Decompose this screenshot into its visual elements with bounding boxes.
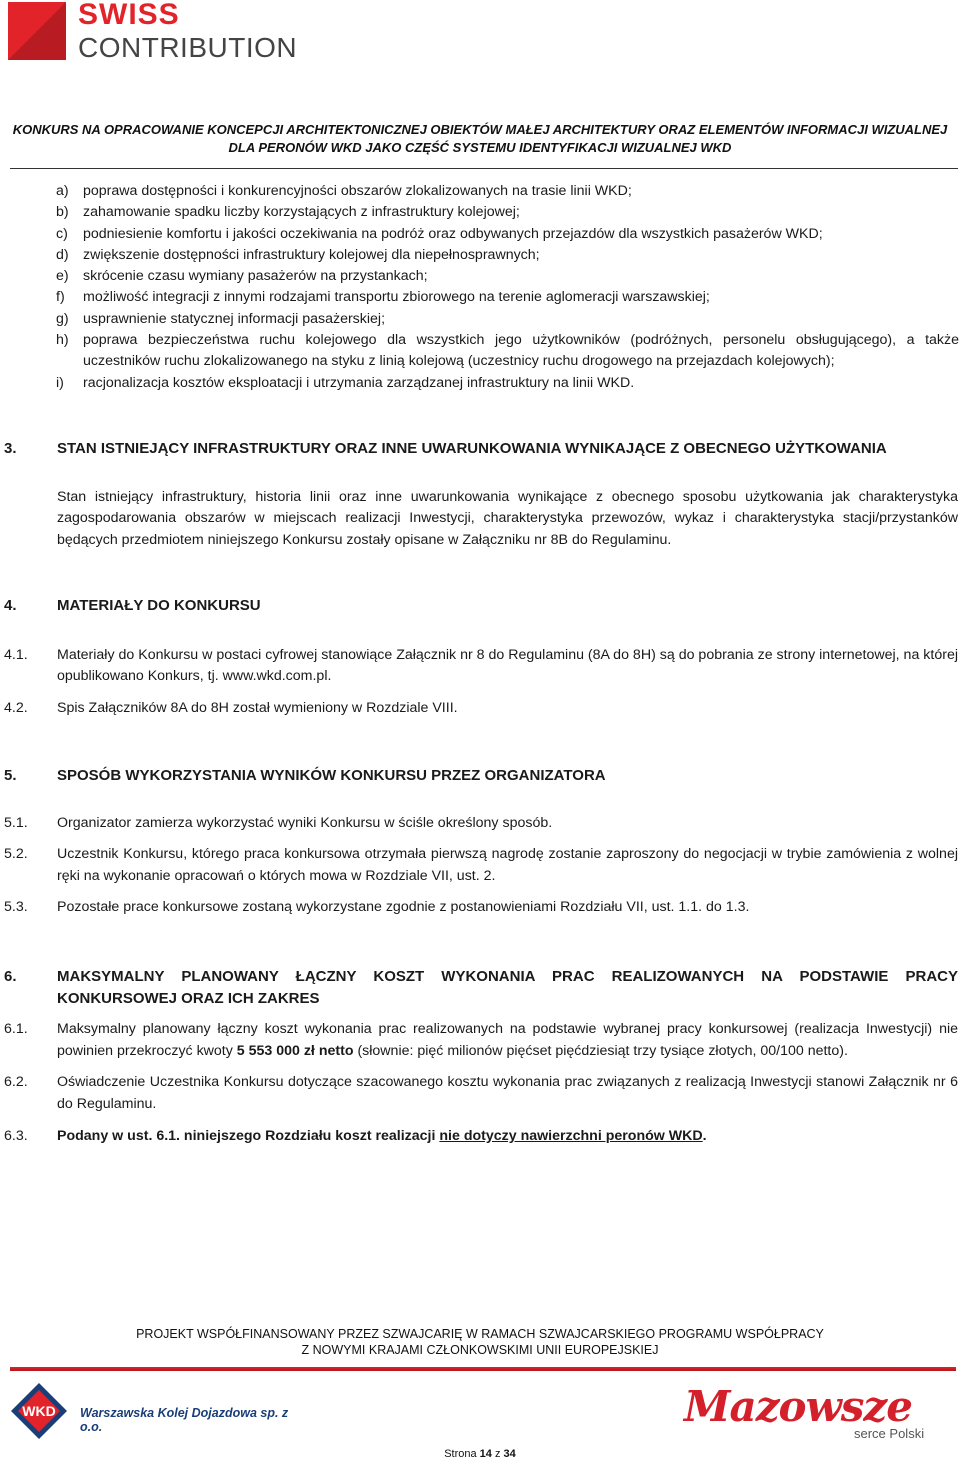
section-paragraph: Stan istniejący infrastruktury, historia linii oraz inne uwarunkowania wynikające z obecnego sposobu użytkowania jak charakterystyka zagospodarowania obszarów w miejscach realizacji Inwestycji, charakterystyka przewozów, wykaz i charakterystyka stacji/przystanków będących przedmiotem niniejszego Konkursu zostały opisane w Załączniku nr 8B do Regulaminu. xyxy=(57,488,958,548)
item-number: 6.3. xyxy=(4,1127,28,1144)
list-text: skrócenie czasu wymiany pasażerów na przystankach; xyxy=(83,268,428,285)
numbered-item xyxy=(0,645,960,688)
section-title: MATERIAŁY DO KONKURSU xyxy=(57,597,261,614)
item-text-part: . xyxy=(702,1127,707,1144)
list-item xyxy=(56,330,959,373)
goals-list xyxy=(56,181,959,394)
item-text: Spis Załączników 8A do 8H został wymieniony w Rozdziale VIII. xyxy=(57,699,458,716)
item-number: 6.2. xyxy=(4,1074,28,1091)
item-text: Organizator zamierza wykorzystać wyniki Konkursu w ściśle określony sposób. xyxy=(57,814,553,831)
section-title: SPOSÓB WYKORZYSTANIA WYNIKÓW KONKURSU PRZEZ ORGANIZATORA xyxy=(57,767,606,784)
list-item xyxy=(56,309,959,330)
mazowsze-tagline: serce Polski xyxy=(854,1426,925,1441)
list-text: możliwość integracji z innymi rodzajami transportu zbiorowego na terenie aglomeracji warszawskiej; xyxy=(83,289,710,306)
section-heading xyxy=(0,765,960,787)
page-of: z xyxy=(494,1448,501,1460)
list-marker: a) xyxy=(56,183,69,199)
item-text-part: Podany w ust. 6.1. niniejszego Rozdziału koszt realizacji xyxy=(57,1127,440,1144)
section-number: 4. xyxy=(4,597,17,614)
list-item xyxy=(56,287,959,308)
underlined-text: nie dotyczy nawierzchni peronów WKD xyxy=(439,1127,703,1144)
item-text: Oświadczenie Uczestnika Konkursu dotyczące szacowanego kosztu wykonania prac związanych z realizacją Inwestycji stanowi Załącznik nr 6 do Regulaminu. xyxy=(57,1074,958,1112)
header-line-2: DLA PERONÓW WKD JAKO CZĘŚĆ SYSTEMU IDENTYFIKACJI WIZUALNEJ WKD xyxy=(228,140,732,155)
item-text xyxy=(57,1019,960,1062)
section-heading xyxy=(0,966,960,1009)
wkd-mark-text: WKD xyxy=(22,1403,56,1419)
item-text: Pozostałe prace konkursowe zostaną wykorzystane zgodnie z postanowieniami Rozdziału VII, ust. 1.1. do 1.3. xyxy=(57,899,750,916)
list-text: usprawnienie statycznej informacji pasażerskiej; xyxy=(83,310,386,327)
section-title: STAN ISTNIEJĄCY INFRASTRUKTURY ORAZ INNE UWARUNKOWANIA WYNIKAJĄCE Z OBECNEGO UŻYTKOWANIA xyxy=(57,440,887,457)
list-item xyxy=(56,245,959,266)
numbered-item xyxy=(0,1126,960,1148)
item-number: 6.1. xyxy=(4,1021,28,1038)
section-6 xyxy=(0,966,960,1147)
list-marker: i) xyxy=(56,374,64,391)
list-marker: e) xyxy=(56,268,69,285)
list-item xyxy=(56,181,959,202)
header-divider xyxy=(10,168,958,169)
page-total: 34 xyxy=(503,1448,516,1460)
header-line-1: KONKURS NA OPRACOWANIE KONCEPCJI ARCHITEKTONICZNEJ OBIEKTÓW MAŁEJ ARCHITEKTURY ORAZ ELEMENTÓW INFORMACJI WIZUALNEJ xyxy=(12,122,948,137)
logo-text-contribution: CONTRIBUTION xyxy=(78,32,298,63)
list-marker: b) xyxy=(56,204,69,221)
swiss-contribution-logo xyxy=(8,2,308,66)
section-number: 5. xyxy=(4,767,17,784)
item-number: 4.2. xyxy=(4,699,28,716)
item-text-part: (słownie: pięć milionów pięćset pięćdziesiąt trzy tysiące złotych, 00/100 netto). xyxy=(353,1042,848,1059)
section-heading xyxy=(0,438,960,460)
wkd-company-name: Warszawska Kolej Dojazdowa sp. z o.o. xyxy=(80,1406,289,1434)
section-number: 6. xyxy=(4,968,17,985)
list-text: zahamowanie spadku liczby korzystających z infrastruktury kolejowej; xyxy=(83,204,520,221)
footer-line-1: PROJEKT WSPÓŁFINANSOWANY PRZEZ SZWAJCARIĘ W RAMACH SZWAJCARSKIEGO PROGRAMU WSPÓŁPRACY xyxy=(136,1327,824,1341)
section-number: 3. xyxy=(4,440,17,457)
item-text: Materiały do Konkursu w postaci cyfrowej stanowiące Załącznik nr 8 do Regulaminu (8A do 8H) są do pobrania ze strony internetowej, na której opublikowano Konkurs, tj. www.wkd.com.pl. xyxy=(57,646,958,685)
page-number xyxy=(0,1448,960,1460)
section-title: MAKSYMALNY PLANOWANY ŁĄCZNY KOSZT WYKONANIA PRAC REALIZOWANYCH NA PODSTAWIE PRACY KONKURSOWEJ ORAZ ICH ZAKRES xyxy=(57,968,958,1007)
page-label: Strona xyxy=(444,1448,477,1460)
list-item xyxy=(56,373,959,394)
list-text: podniesienie komfortu i jakości oczekiwania na podróż oraz odbywanych przejazdów dla wszystkich pasażerów WKD; xyxy=(83,225,823,242)
list-marker: g) xyxy=(56,310,69,327)
document-header-title xyxy=(0,121,960,157)
list-marker: f) xyxy=(56,289,65,306)
item-number: 5.2. xyxy=(4,846,28,863)
footer-project-note xyxy=(0,1326,960,1358)
item-text xyxy=(57,1126,960,1148)
section-heading xyxy=(0,595,960,617)
item-number: 5.1. xyxy=(4,814,28,831)
mazowsze-logo xyxy=(684,1382,944,1446)
wkd-logo xyxy=(10,1380,300,1440)
cost-amount: 5 553 000 zł netto xyxy=(236,1042,354,1059)
footer-line-2: Z NOWYMI KRAJAMI CZŁONKOWSKIMI UNII EUROPEJSKIEJ xyxy=(301,1343,659,1357)
numbered-item xyxy=(0,698,960,720)
page-current: 14 xyxy=(479,1448,492,1460)
list-item xyxy=(56,224,959,245)
swiss-logo-mark-icon xyxy=(8,2,66,60)
item-number: 4.1. xyxy=(4,646,28,663)
list-item xyxy=(56,202,959,223)
item-number: 5.3. xyxy=(4,899,28,916)
list-text: racjonalizacja kosztów eksploatacji i utrzymania zarządzanej infrastruktury na linii WKD. xyxy=(83,374,635,391)
list-item xyxy=(56,266,959,287)
section-3 xyxy=(0,438,960,551)
list-marker: h) xyxy=(56,332,69,349)
section-5 xyxy=(0,765,960,919)
numbered-item xyxy=(0,897,960,919)
list-text: zwiększenie dostępności infrastruktury kolejowej dla niepełnosprawnych; xyxy=(83,246,540,263)
numbered-item xyxy=(0,1019,960,1062)
wkd-diamond-icon xyxy=(10,1382,68,1440)
list-marker: d) xyxy=(56,246,69,263)
list-text: poprawa bezpieczeństwa ruchu kolejowego dla wszystkich jego użytkowników (podróżnych, personelu obsługującego), a także uczestników ruchu zlokalizowanego na styku z linią kolejową (uczestnicy ruchu drogowego na przejazdach kolejowych); xyxy=(83,332,959,370)
mazowsze-wordmark: Mazowsze xyxy=(684,1382,912,1431)
section-4 xyxy=(0,595,960,719)
numbered-item xyxy=(0,844,960,887)
numbered-item xyxy=(0,1072,960,1115)
list-marker: c) xyxy=(56,225,68,242)
numbered-item xyxy=(0,813,960,835)
item-text: Uczestnik Konkursu, którego praca konkursowa otrzymała pierwszą nagrodę zostanie zaproszony do negocjacji w trybie zamówienia z wolnej ręki na wykonanie opracowań o których mowa w Rozdziale VII, ust. 2. xyxy=(57,846,958,884)
list-text: poprawa dostępności i konkurencyjności obszarów zlokalizowanych na trasie linii WKD; xyxy=(83,183,632,199)
logo-text-swiss: SWISS xyxy=(78,0,180,31)
footer-divider xyxy=(10,1367,956,1371)
item-text-part: Maksymalny planowany łączny koszt wykonania prac realizowanych na podstawie wybranej pracy konkursowej (realizacja Inwestycji) nie powinien przekroczyć kwoty xyxy=(57,1021,958,1059)
